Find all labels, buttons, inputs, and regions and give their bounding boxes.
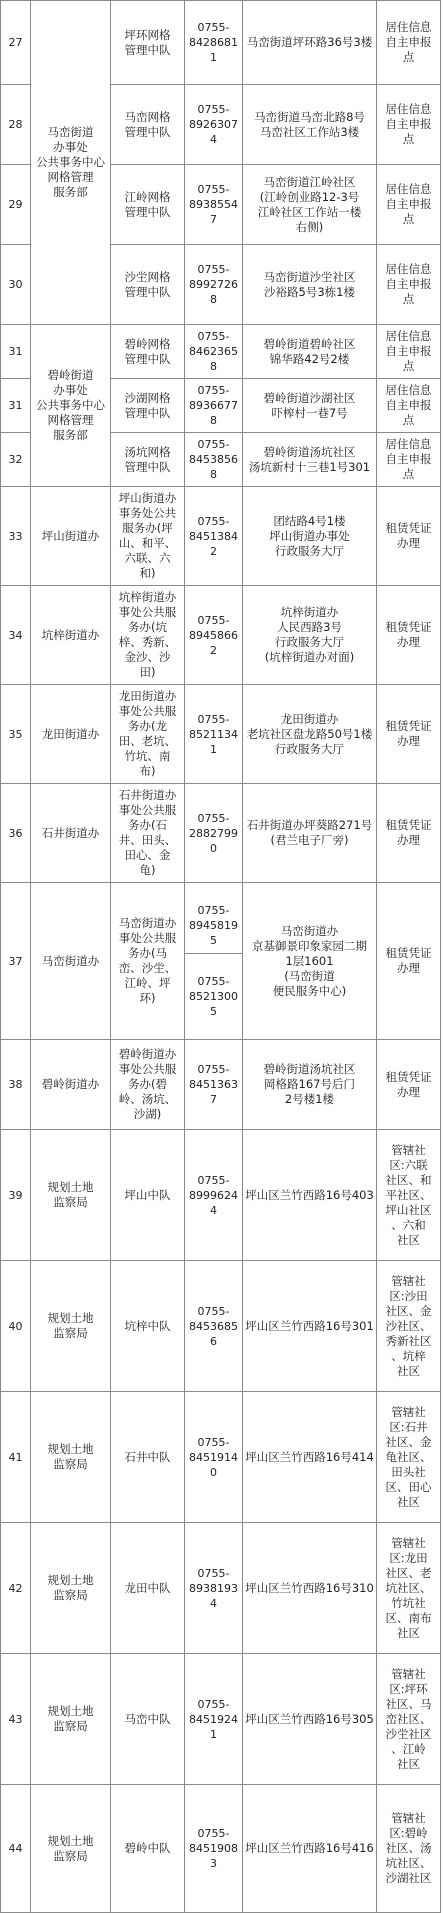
table-row <box>1 325 441 379</box>
phone-cell: 0755- 84538568 <box>185 433 243 487</box>
note-cell: 管辖社 区:碧岭 社区、汤 坑社区、 沙湖社区 <box>377 1785 441 1913</box>
organization-cell: 碧岭街道办 <box>31 1040 111 1130</box>
table-row <box>1 487 441 586</box>
note-cell: 租赁凭证 办理 <box>377 784 441 883</box>
table-row <box>1 1261 441 1392</box>
team-cell: 龙田街道办 事处公共服 务办(龙 田、老坑、 竹坑、南 布) <box>111 685 185 784</box>
address-cell: 坪山区兰竹西路16号414 <box>243 1392 377 1523</box>
table-row <box>1 1040 441 1130</box>
table-row <box>1 883 441 1040</box>
team-cell: 沙湖网格 管理中队 <box>111 379 185 433</box>
team-cell: 沙坣网格 管理中队 <box>111 245 185 325</box>
row-number: 28 <box>1 85 31 165</box>
organization-cell: 马峦街道办 <box>31 883 111 1040</box>
table-row <box>1 1785 441 1913</box>
phone-cell: 0755- 84519241 <box>185 1654 243 1785</box>
team-cell: 坑梓中队 <box>111 1261 185 1392</box>
table-row <box>1 586 441 685</box>
row-number: 38 <box>1 1040 31 1130</box>
phone-cell: 0755- 89385547 <box>185 165 243 245</box>
address-cell: 马峦街道马峦北路8号 马峦社区工作站3楼 <box>243 85 377 165</box>
team-cell: 龙田中队 <box>111 1523 185 1654</box>
phone-cell: 0755- 84519140 <box>185 1392 243 1523</box>
organization-cell: 坑梓街道办 <box>31 586 111 685</box>
row-number: 31 <box>1 379 31 433</box>
row-number: 37 <box>1 883 31 1040</box>
phone-secondary: 0755- 85213005 <box>189 975 238 1018</box>
organization-cell: 龙田街道办 <box>31 685 111 784</box>
organization-cell: 规划土地 监察局 <box>31 1785 111 1913</box>
row-number: 34 <box>1 586 31 685</box>
row-number: 33 <box>1 487 31 586</box>
note-cell: 管辖社 区:龙田 社区、老 坑社区、 竹坑社 区、南布 社区 <box>377 1523 441 1654</box>
row-number: 39 <box>1 1130 31 1261</box>
note-cell: 租赁凭证 办理 <box>377 685 441 784</box>
note-cell: 居住信息 自主申报 点 <box>377 1 441 85</box>
note-cell: 管辖社 区:沙田 社区、金 沙社区、 秀新社区 、坑梓 社区 <box>377 1261 441 1392</box>
address-cell: 坪山区兰竹西路16号403 <box>243 1130 377 1261</box>
address-cell: 坪山区兰竹西路16号305 <box>243 1654 377 1785</box>
row-number: 32 <box>1 433 31 487</box>
phone-cell: 0755- 85211341 <box>185 685 243 784</box>
note-cell: 居住信息 自主申报 点 <box>377 85 441 165</box>
phone-cell: 0755- 89458662 <box>185 586 243 685</box>
note-cell: 管辖社 区:石井 社区、金 龟社区、 田头社 区、田心 社区 <box>377 1392 441 1523</box>
row-number: 31 <box>1 325 31 379</box>
note-cell: 租赁凭证 办理 <box>377 487 441 586</box>
address-cell: 石井街道办坪葵路271号 (君兰电子厂旁) <box>243 784 377 883</box>
address-cell: 坑梓街道办 人民西路3号 行政服务大厅 (坑梓街道办对面) <box>243 586 377 685</box>
address-cell: 马峦街道沙坣社区 沙裕路5号3栋1楼 <box>243 245 377 325</box>
note-cell: 租赁凭证 办理 <box>377 1040 441 1130</box>
phone-cell: 0755- 84513842 <box>185 487 243 586</box>
row-number: 42 <box>1 1523 31 1654</box>
table-row <box>1 1130 441 1261</box>
row-number: 36 <box>1 784 31 883</box>
row-number: 29 <box>1 165 31 245</box>
organization-cell: 碧岭街道 办事处 公共事务中心 网格管理 服务部 <box>31 325 111 487</box>
team-cell: 坑梓街道办 事处公共服 务办(坑 梓、秀新、 金沙、沙 田) <box>111 586 185 685</box>
table-row <box>1 784 441 883</box>
team-cell: 马峦网格 管理中队 <box>111 85 185 165</box>
address-cell: 马峦街道江岭社区 (江岭创业路12-3号 江岭社区工作站一楼 右侧) <box>243 165 377 245</box>
note-cell: 居住信息 自主申报 点 <box>377 165 441 245</box>
address-cell: 马峦街道坪环路36号3楼 <box>243 1 377 85</box>
row-number: 30 <box>1 245 31 325</box>
note-cell: 居住信息 自主申报 点 <box>377 379 441 433</box>
note-cell: 管辖社 区:六联 社区、和 平社区、 坪山社区 、六和 社区 <box>377 1130 441 1261</box>
organization-cell: 规划土地 监察局 <box>31 1392 111 1523</box>
organization-cell: 规划土地 监察局 <box>31 1261 111 1392</box>
address-cell: 坪山区兰竹西路16号416 <box>243 1785 377 1913</box>
note-cell: 租赁凭证 办理 <box>377 586 441 685</box>
organization-cell: 规划土地 监察局 <box>31 1130 111 1261</box>
organization-cell: 规划土地 监察局 <box>31 1523 111 1654</box>
note-cell: 居住信息 自主申报 点 <box>377 245 441 325</box>
row-number: 35 <box>1 685 31 784</box>
note-cell: 居住信息 自主申报 点 <box>377 433 441 487</box>
team-cell: 坪环网格 管理中队 <box>111 1 185 85</box>
phone-primary: 0755- 89458195 <box>185 898 242 954</box>
row-number: 27 <box>1 1 31 85</box>
team-cell: 坪山中队 <box>111 1130 185 1261</box>
address-cell: 团结路4号1楼 坪山街道办事处 行政服务大厅 <box>243 487 377 586</box>
phone-cell: 0755- 89996244 <box>185 1130 243 1261</box>
note-cell: 租赁凭证 办理 <box>377 883 441 1040</box>
team-cell: 坪山街道办 事务处公共 服务办(坪 山、和平、 六联、六 和) <box>111 487 185 586</box>
team-cell: 马峦街道办 事处公共服 务办(马 峦、沙坣、 江岭、坪 环) <box>111 883 185 1040</box>
address-cell: 碧岭街道汤坑社区 岡格路167号后门 2号楼1楼 <box>243 1040 377 1130</box>
address-cell: 坪山区兰竹西路16号301 <box>243 1261 377 1392</box>
row-number: 44 <box>1 1785 31 1913</box>
address-cell: 坪山区兰竹西路16号310 <box>243 1523 377 1654</box>
phone-cell: 0755- 84536856 <box>185 1261 243 1392</box>
table-row <box>1 685 441 784</box>
team-cell: 石井街道办 事处公共服 务办(石 井、田头、 田心、金 龟) <box>111 784 185 883</box>
table-row <box>1 1 441 85</box>
table-row <box>1 1392 441 1523</box>
address-cell: 马峦街道办 京基御景印象家园二期 1层1601 (马峦街道 便民服务中心) <box>243 883 377 1040</box>
address-cell: 碧岭街道碧岭社区 锦华路42号2楼 <box>243 325 377 379</box>
phone-cell: 0755- 89927268 <box>185 245 243 325</box>
team-cell: 碧岭网格 管理中队 <box>111 325 185 379</box>
phone-cell: 0755- 84623658 <box>185 325 243 379</box>
phone-cell: 0755- 89263074 <box>185 85 243 165</box>
address-cell: 碧岭街道汤坑社区 汤坑新村十三巷1号301 <box>243 433 377 487</box>
address-cell: 碧岭街道沙湖社区 吓榨村一巷7号 <box>243 379 377 433</box>
table-row <box>1 1654 441 1785</box>
phone-cell: 0755- 84519083 <box>185 1785 243 1913</box>
team-cell: 石井中队 <box>111 1392 185 1523</box>
team-cell: 碧岭中队 <box>111 1785 185 1913</box>
phone-cell: 0755- 28827990 <box>185 784 243 883</box>
note-cell: 居住信息 自主申报 点 <box>377 325 441 379</box>
row-number: 41 <box>1 1392 31 1523</box>
phone-cell <box>185 883 243 1040</box>
row-number: 40 <box>1 1261 31 1392</box>
team-cell: 碧岭街道办 事处公共服 务办(碧 岭、汤坑、 沙湖) <box>111 1040 185 1130</box>
team-cell: 马峦中队 <box>111 1654 185 1785</box>
phone-cell: 0755- 84513637 <box>185 1040 243 1130</box>
phone-cell: 0755- 89381934 <box>185 1523 243 1654</box>
note-cell: 管辖社 区:坪环 社区、马 峦社区、 沙坣社区 、江岭 社区 <box>377 1654 441 1785</box>
team-cell: 江岭网格 管理中队 <box>111 165 185 245</box>
organization-cell: 坪山街道办 <box>31 487 111 586</box>
organization-cell: 规划土地 监察局 <box>31 1654 111 1785</box>
team-cell: 汤坑网格 管理中队 <box>111 433 185 487</box>
address-cell: 龙田街道办 老坑社区盘龙路50号1楼 行政服务大厅 <box>243 685 377 784</box>
phone-cell: 0755- 89366778 <box>185 379 243 433</box>
row-number: 43 <box>1 1654 31 1785</box>
organization-cell: 石井街道办 <box>31 784 111 883</box>
phone-cell: 0755- 84286811 <box>185 1 243 85</box>
table-row <box>1 1523 441 1654</box>
organization-cell: 马峦街道 办事处 公共事务中心 网格管理 服务部 <box>31 1 111 325</box>
